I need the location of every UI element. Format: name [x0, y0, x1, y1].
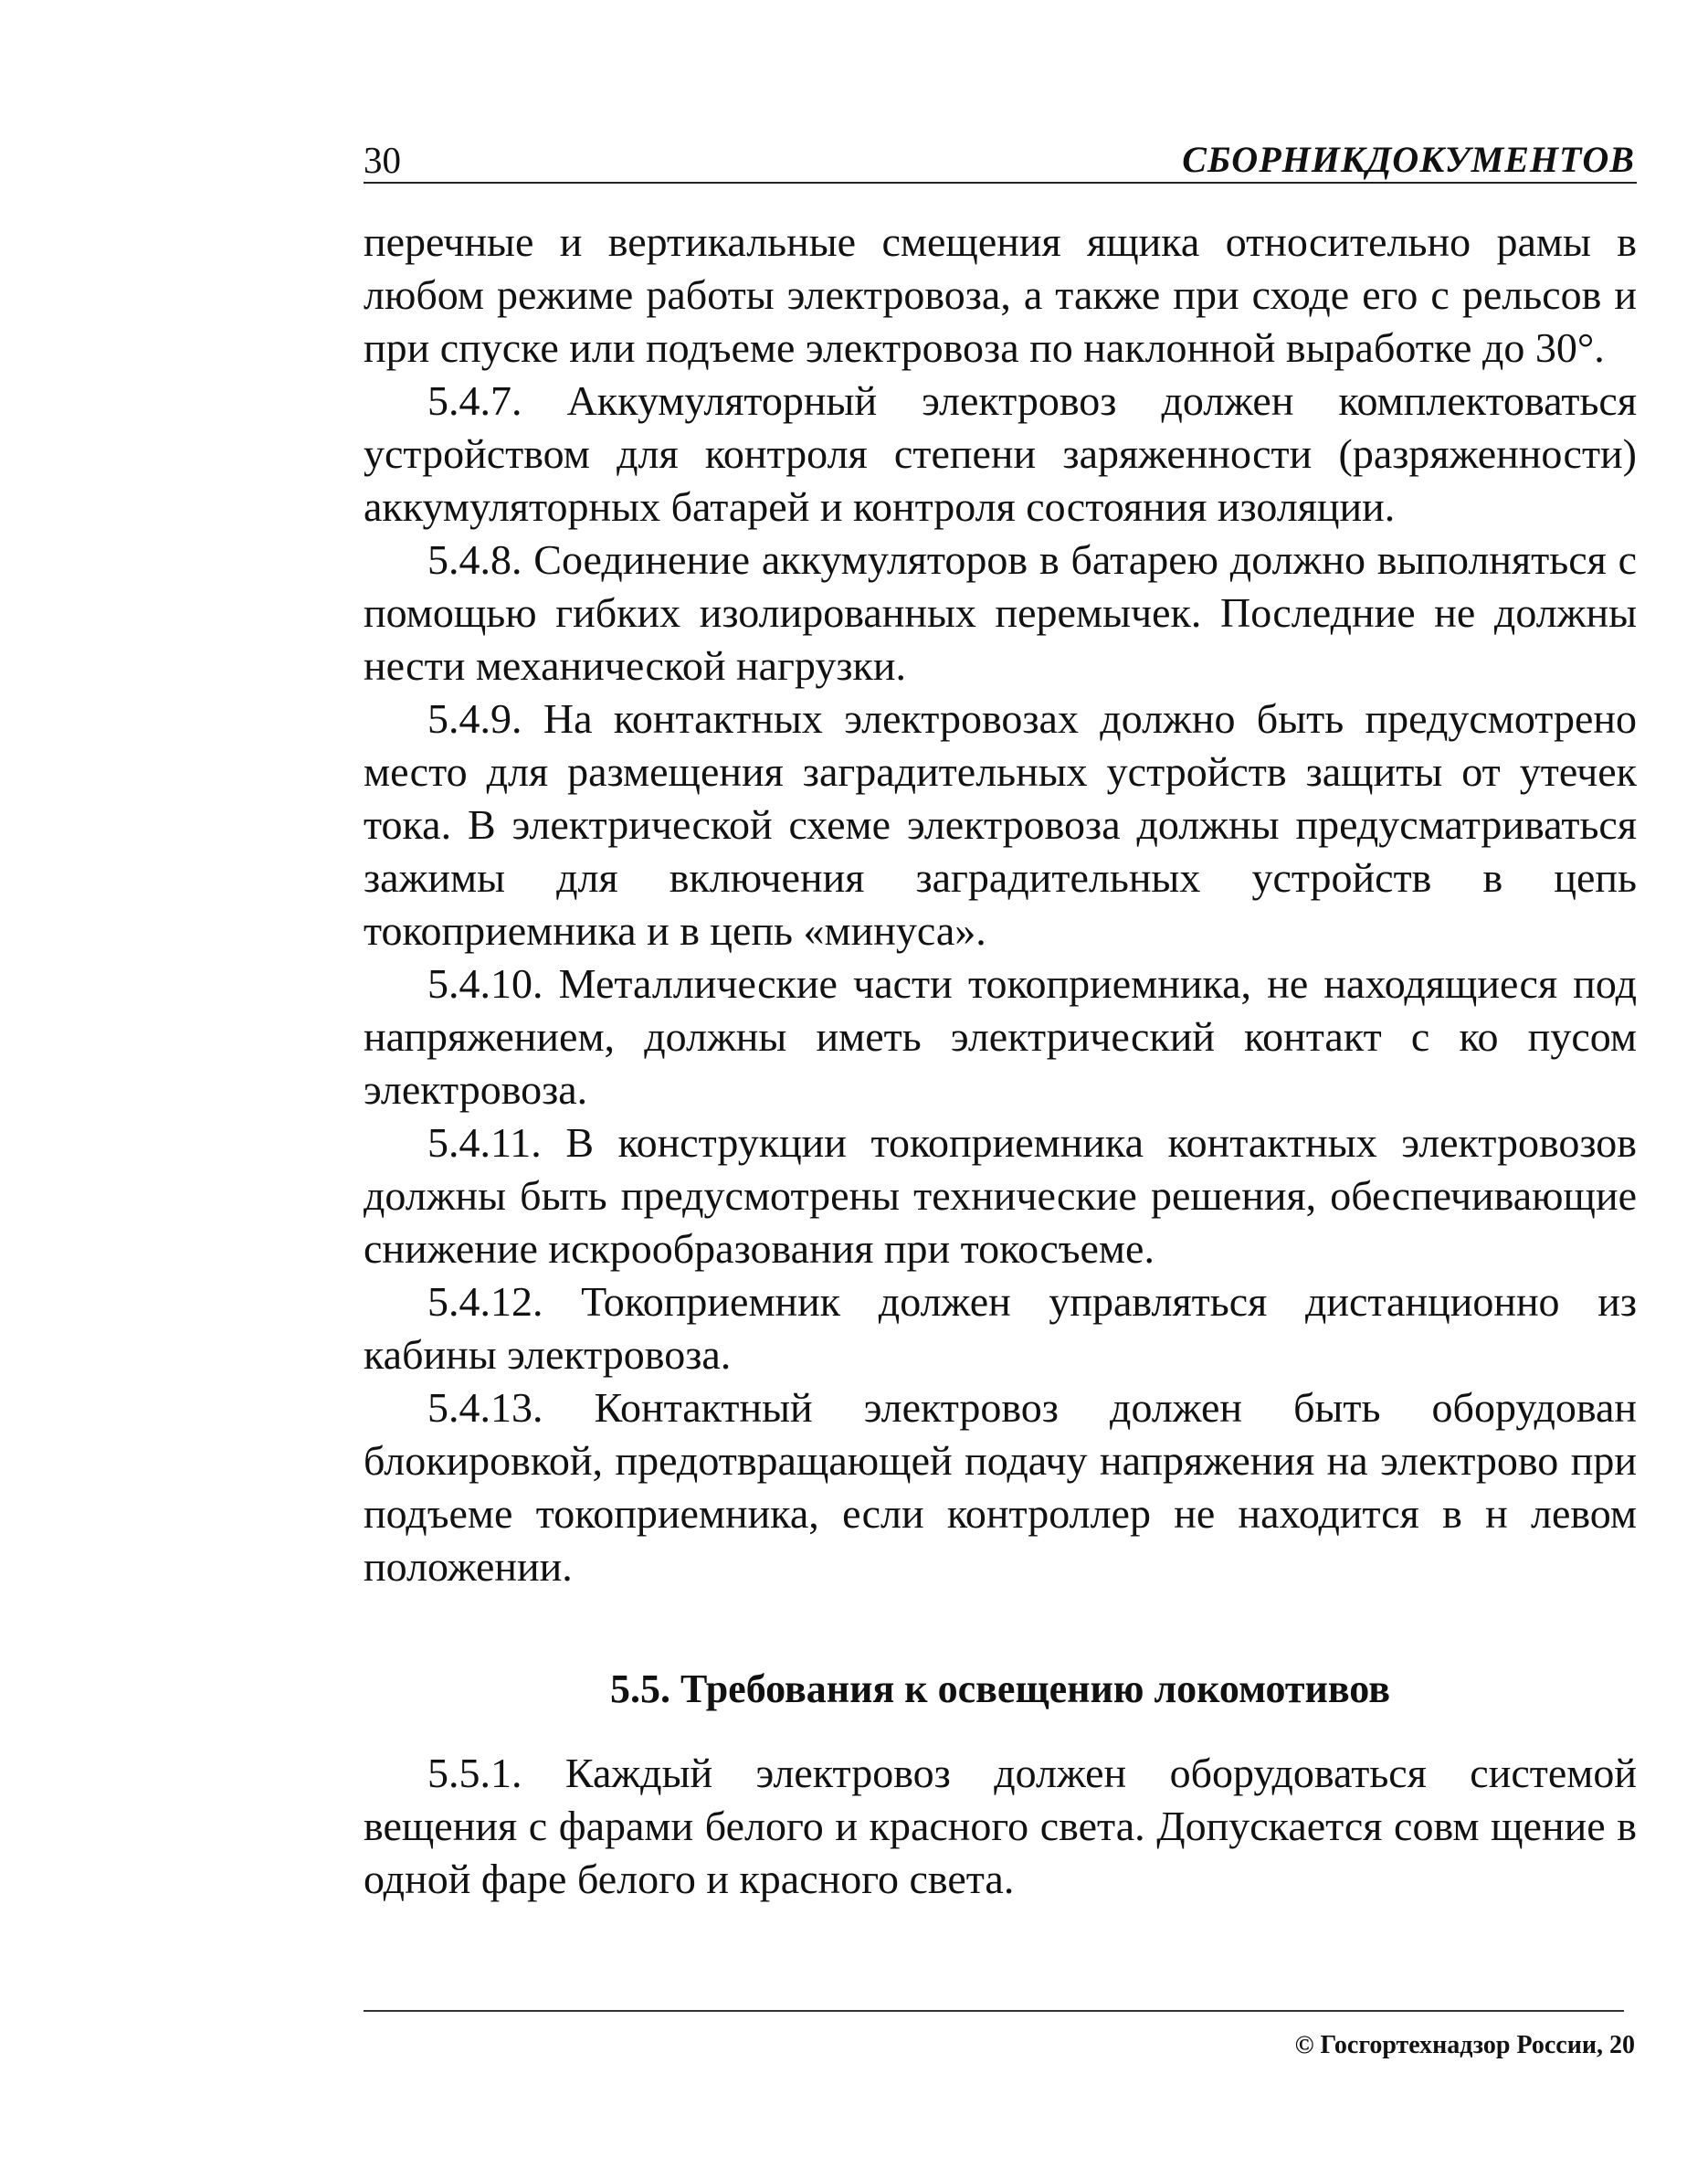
paragraph-5-4-11: 5.4.11. В конструкции токоприемника контактных электровозов должны быть предусмотрены технические решения, обеспечивающие снижение искрообразования при токосъеме.	[364, 1119, 1637, 1272]
paragraph-5-4-10: 5.4.10. Металлические части токоприемника, не находящиеся под напряжением, должны иметь электрический контакт с ко пусом электровоза.	[364, 960, 1637, 1113]
paragraph-5-4-8: 5.4.8. Соединение аккумуляторов в батарею должно выполняться с помощью гибких изолированных перемычек. Последние не должны нести механической нагрузки.	[364, 536, 1637, 689]
header-divider	[364, 182, 1637, 184]
page-number: 30	[364, 139, 401, 181]
paragraph-5-4-7: 5.4.7. Аккумуляторный электровоз должен комплектоваться устройством для контроля степени заряженности (разряженности) аккумуляторных батарей и контроля состояния изоляции.	[364, 377, 1637, 530]
page-header	[364, 139, 1635, 181]
body-text	[364, 216, 1637, 1593]
paragraph-5-4-9: 5.4.9. На контактных электровозах должно быть предусмотрено место для размещения заградительных устройств защиты от утечек тока. В электрической схеме электровоза должны предусматриваться зажимы для включения заградительных устройств в цепь токоприемника и в цепь «минуса».	[364, 695, 1637, 954]
section-heading: 5.5. Требования к освещению локомотивов	[610, 1666, 1390, 1711]
section-body-text	[364, 1747, 1637, 1906]
copyright-notice: © Госгортехнадзор России, 20	[1294, 2031, 1635, 2059]
paragraph-continued: перечные и вертикальные смещения ящика относительно рамы в любом режиме работы электровоза, а также при сходе его с рельсов и при спуске или подъеме электровоза по наклонной выработке до 30°.	[364, 218, 1637, 371]
running-title: СБОРНИКДОКУМЕНТОВ	[1182, 139, 1635, 180]
paragraph-5-4-13: 5.4.13. Контактный электровоз должен быть оборудован блокировкой, предотвращающей подачу напряжения на электрово при подъеме токоприемника, если контроллер не находится в н левом положении.	[364, 1384, 1637, 1590]
paragraph-5-5-1: 5.5.1. Каждый электровоз должен оборудоваться системой вещения с фарами белого и красного света. Допускается совм щение в одной фаре белого и красного света.	[364, 1750, 1637, 1902]
footer-divider	[364, 2010, 1624, 2012]
paragraph-5-4-12: 5.4.12. Токоприемник должен управляться дистанционно из кабины электровоза.	[364, 1278, 1637, 1378]
